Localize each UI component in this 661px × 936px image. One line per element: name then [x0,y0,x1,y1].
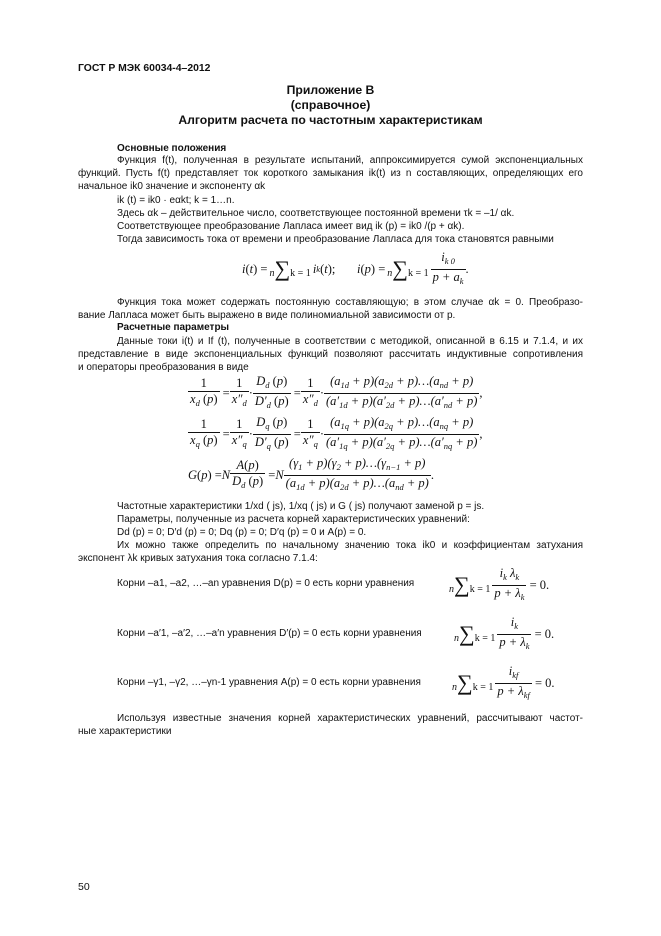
current-laplace-equation: i ( p ) = n∑k = 1 $\frac{i_{k 0}}{p + a_k}$ . [357,249,469,286]
para-line: Данные токи i(t) и If (t), полученные в соответствии с методикой, описанной в 6.15 и 7.1.4, и их [117,336,583,347]
para-line: Функция f(t), полученная в результате испытаний, аппроксимируется сумой экспоненциальных [117,155,583,166]
page-number: 50 [78,881,90,893]
document-header: ГОСТ Р МЭК 60034-4–2012 [78,63,211,74]
para-line: Параметры, полученные из расчета корней характеристических уравнений: [117,514,470,525]
para-line: Используя известные значения корней характеристических уравнений, рассчитывают частот- [117,713,583,724]
para-line: вание Лапласа может быть выражено в виде полиномиальной зависимости от p. [78,310,456,321]
appendix-name: Алгоритм расчета по частотным характеристикам [178,113,483,127]
appendix-title: Приложение В [286,83,375,97]
roots-line: Корни –γ1, –γ2, …–γn-1 уравнения A(p) = 0 есть корни уравнения [117,677,421,688]
para-line: Их можно также определить по начальному значению тока ik0 и коэффициентам затухания [117,540,583,551]
para-line: и операторы преобразования в виде [78,362,249,373]
g-equation: G ( p ) = N $\frac{A(p)}{D_d (p)}$ = N $\frac{(\gamma_1 + p)(\gamma_2 + p)\dots(\gamma_{n-1} + p)}{(a_{1d} + p)(a_{2d} + p)\dots(a_{nd} + p)}$ . [188,455,434,492]
para-line: Частотные характеристики 1/xd ( js), 1/xq ( js) и G ( js) получают заменой p = js. [117,501,485,512]
para-line: экспонент λk кривых затухания тока согласно 7.1.4: [78,553,318,564]
formula-line: ik (t) = ik0 · eαkt; k = 1…n. [117,195,235,206]
roots-equation-3: n∑k = 1 $\frac{i_{kf}}{p + \lambda_{kf}}$ = 0. [452,663,555,700]
roots-equation-1: n∑k = 1 $\frac{i_k \lambda_k}{p + \lambda_k}$ = 0. [449,565,550,602]
appendix-subtitle: (справочное) [290,98,371,112]
roots-line: Корни –a′1, –a′2, …–a′n уравнения D′(p) = 0 есть корни уравнения [117,628,422,639]
para-line: начальное ik0 значение и экспоненту αk [78,181,266,192]
para-line: представление в виде экспоненциальных функций позволяют рассчитать индуктивные сопротивления [78,349,583,360]
xd-equation: $\frac{1}{x_d (p)}$ = $\frac{1}{x''_d}$ · $\frac{D_d (p)}{D'_d (p)}$ = $\frac{1}{x''_d}$ · $\frac{(a_{1d} + p)(a_{2d} + p)\dots(a_{nd} + p)}{(a'_{1d} + p)(a'_{2d} + p)\dots(a'_{nd} + p)}$ , [190,373,483,410]
xq-equation: $\frac{1}{x_q (p)}$ = $\frac{1}{x''_q}$ · $\frac{D_q (p)}{D'_q (p)}$ = $\frac{1}{x''_q}$ · $\frac{(a_{1q} + p)(a_{2q} + p)\dots(a_{nq} + p)}{(a'_{1q} + p)(a'_{2q} + p)\dots(a'_{nq} + p)}$ , [190,414,483,451]
para-line: функций. Пусть f(t) представляет ток короткого замыкания ik(t) из n составляющих, определяющих его [78,168,583,179]
roots-equation-2: n∑k = 1 $\frac{i_k}{p + \lambda_k}$ = 0. [454,614,555,651]
section-heading: Основные положения [117,143,227,154]
section-heading: Расчетные параметры [117,322,230,333]
roots-line: Корни –a1, –a2, …–an уравнения D(p) = 0 есть корни уравнения [117,578,415,589]
para-line: Здесь αk – действительное число, соответствующее постоянной времени τk = –1/ αk. [117,208,515,219]
current-time-equation: i ( t ) = n∑k = 1 i k ( t ); [242,256,336,281]
para-line: Соответствующее преобразование Лапласа имеет вид ik (p) = ik0 /(p + αk). [117,221,465,232]
para-line: Тогда зависимость тока от времени и преобразование Лапласа для тока становятся равными [117,234,554,245]
para-line: Dd (p) = 0; D′d (p) = 0; Dq (p) = 0; D′q (p) = 0 и A(p) = 0. [117,527,367,538]
para-line: Функция тока может содержать постоянную составляющую; в этом случае αk = 0. Преобразо- [117,297,583,308]
para-line: ные характеристики [78,726,172,737]
